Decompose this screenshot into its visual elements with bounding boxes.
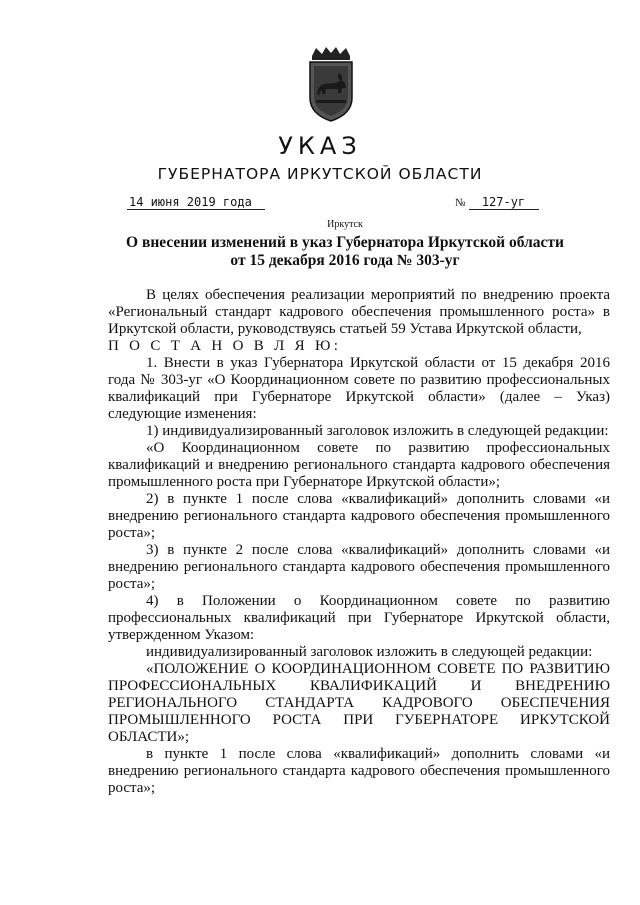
decree-number: 127-уг — [469, 195, 539, 210]
paragraph-point-1: в пункте 1 после слова «квалификаций» дополнить словами «и внедрению регионального стандарта кадрового обеспечения промышленного роста»; — [108, 746, 610, 796]
decree-heading — [100, 234, 590, 270]
document-title: УКАЗ — [278, 132, 362, 160]
paragraph-heading-instruction: индивидуализированный заголовок изложить в следующей редакции: — [146, 644, 593, 660]
paragraph-1-1: 1) индивидуализированный заголовок изложить в следующей редакции: — [146, 423, 609, 439]
paragraph-1-2: 2) в пункте 1 после слова «квалификаций» дополнить словами «и внедрению регионального стандарта кадрового обеспечения промышленного роста»; — [108, 491, 610, 541]
paragraph-1: 1. Внести в указ Губернатора Иркутской области от 15 декабря 2016 года № 303-уг «О Координационном совете по развитию профессиональных квалификаций при Губернаторе Иркутской области» (далее – Указ) следующие изменения: — [108, 355, 610, 422]
decree-number-field — [455, 195, 555, 210]
paragraph-quote-regulation: «ПОЛОЖЕНИЕ О КООРДИНАЦИОННОМ СОВЕТЕ ПО РАЗВИТИЮ ПРОФЕССИОНАЛЬНЫХ КВАЛИФИКАЦИЙ И ВНЕДРЕНИЮ РЕГИОНАЛЬНОГО СТАНДАРТА КАДРОВОГО ОБЕСПЕЧЕНИЯ ПРОМЫШЛЕННОГО РОСТА ПРИ ГУБЕРНАТОРЕ ИРКУТСКОЙ ОБЛАСТИ»; — [108, 661, 610, 745]
paragraph-quote-title: «О Координационном совете по развитию профессиональных квалификаций и внедрению регионального стандарта кадрового обеспечения промышленного роста при Губернаторе Иркутской области»; — [108, 440, 610, 490]
decree-date: 14 июня 2019 года — [127, 195, 265, 210]
paragraph-1-4: 4) в Положении о Координационном совете по развитию профессиональных квалификаций при Губернаторе Иркутской области, утвержденном Указом: — [108, 593, 610, 643]
coat-of-arms-icon — [306, 46, 356, 122]
city-name: Иркутск — [327, 219, 363, 230]
document-subtitle: ГУБЕРНАТОРА ИРКУТСКОЙ ОБЛАСТИ — [157, 165, 483, 183]
paragraph-1-3: 3) в пункте 2 после слова «квалификаций» дополнить словами «и внедрению регионального стандарта кадрового обеспечения промышленного роста»; — [108, 542, 610, 592]
heading-line-1: О внесении изменений в указ Губернатора Иркутской области — [126, 234, 564, 251]
decree-word: П О С Т А Н О В Л Я Ю: — [108, 338, 342, 354]
number-sign: № — [455, 197, 466, 209]
preamble-paragraph: В целях обеспечения реализации мероприятий по внедрению проекта «Региональный стандарт кадрового обеспечения промышленного роста» в Иркутской области, руководствуясь статьей 59 Устава Иркутской области, — [108, 287, 610, 337]
heading-line-2: от 15 декабря 2016 года № 303-уг — [230, 252, 460, 269]
decree-body — [108, 287, 610, 797]
